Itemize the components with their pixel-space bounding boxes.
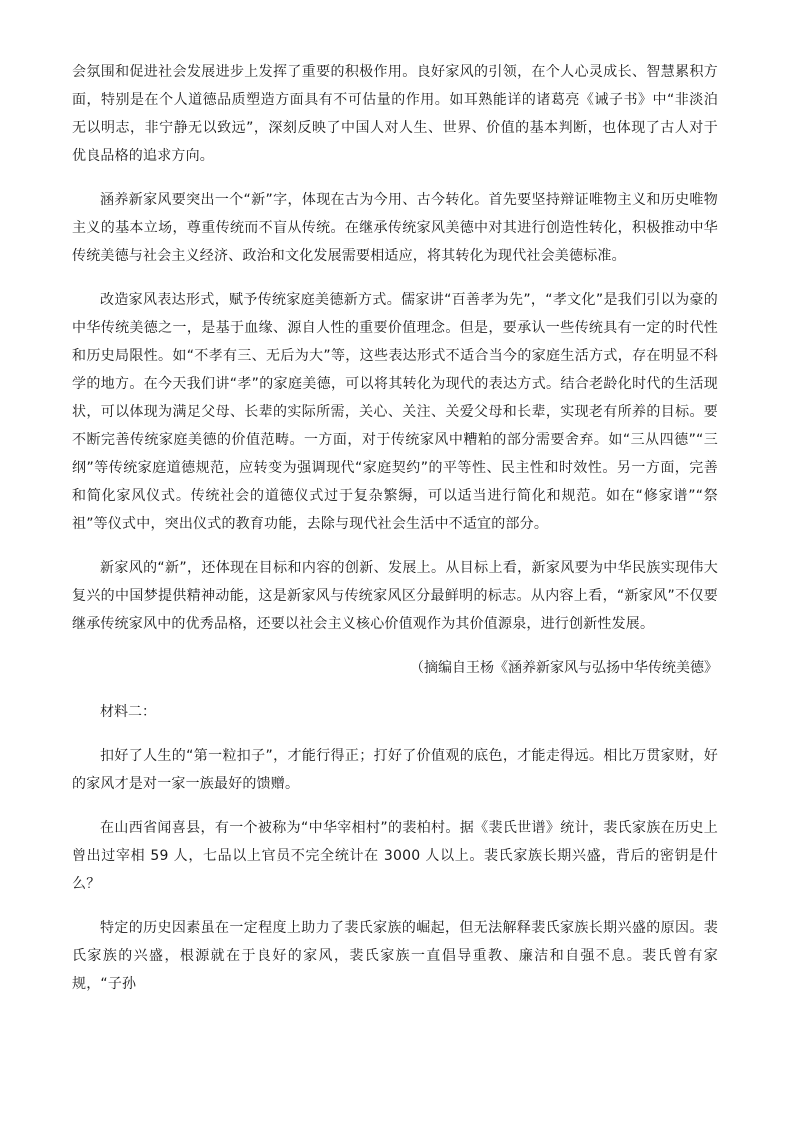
section-heading: 材料二： — [100, 704, 156, 720]
paragraph: 改造家风表达形式，赋予传统家庭美德新方式。儒家讲“百善孝为先”，“孝文化”是我们引以为豪的中华传统美德之一，是基于血缘、源自人性的重要价值理念。但是，要承认一些传统具有一定的时代性和历史局限性。如“不孝有三、无后为大”等，这些表达形式不适合当今的家庭生活方式，存在明显不科学的地方。在今天我们讲“孝”的家庭美德，可以将其转化为现代的表达方式。结合老龄化时代的生活现状，可以体现为满足父母、长辈的实际所需，关心、关注、关爱父母和长辈，实现老有所养的目标。要不断完善传统家庭美德的价值范畴。一方面，对于传统家风中糟粕的部分需要舍弃。如“三从四德”“三纲”等传统家庭道德规范，应转变为强调现代“家庭契约”的平等性、民主性和时效性。另一方面，完善和简化家风仪式。传统社会的道德仪式过于复杂繁缛，可以适当进行简化和规范。如在“修家谱”“祭祖”等仪式中，突出仪式的教育功能，去除与现代社会生活中不适宜的部分。 — [72, 292, 718, 532]
document-page — [72, 58, 718, 1014]
paragraph: 涵养新家风要突出一个“新”字，体现在古为今用、古今转化。首先要坚持辩证唯物主义和历史唯物主义的基本立场，尊重传统而不盲从传统。在继承传统家风美德中对其进行创造性转化，积极推动中华传统美德与社会主义经济、政治和文化发展需要相适应，将其转化为现代社会美德标准。 — [72, 192, 718, 264]
paragraph: 特定的历史因素虽在一定程度上助力了裴氏家族的崛起，但无法解释裴氏家族长期兴盛的原因。裴氏家族的兴盛，根源就在于良好的家风，裴氏家族一直倡导重教、廉洁和自强不息。裴氏曾有家规，“子孙 — [72, 920, 718, 992]
paragraph: 会氛围和促进社会发展进步上发挥了重要的积极作用。良好家风的引领，在个人心灵成长、智慧累积方面，特别是在个人道德品质塑造方面具有不可估量的作用。如耳熟能详的诸葛亮《诫子书》中“非淡泊无以明志，非宁静无以致远”，深刻反映了中国人对人生、世界、价值的基本判断，也体现了古人对于优良品格的追求方向。 — [72, 64, 718, 164]
paragraph: 在山西省闻喜县，有一个被称为“中华宰相村”的裴柏村。据《裴氏世谱》统计，裴氏家族在历史上曾出过宰相 59 人，七品以上官员不完全统计在 3000 人以上。裴氏家族长期兴盛，背后的密钥是什么？ — [72, 820, 718, 892]
paragraph: 扣好了人生的“第一粒扣子”，才能行得正；打好了价值观的底色，才能走得远。相比万贯家财，好的家风才是对一家一族最好的馈赠。 — [72, 748, 718, 792]
source-citation: （摘编自王杨《涵养新家风与弘扬中华传统美德》 — [410, 660, 718, 676]
paragraph: 新家风的“新”，还体现在目标和内容的创新、发展上。从目标上看，新家风要为中华民族实现伟大复兴的中国梦提供精神动能，这是新家风与传统家风区分最鲜明的标志。从内容上看，“新家风”不仅要继承传统家风中的优秀品格，还要以社会主义核心价值观作为其价值源泉，进行创新性发展。 — [72, 560, 718, 632]
